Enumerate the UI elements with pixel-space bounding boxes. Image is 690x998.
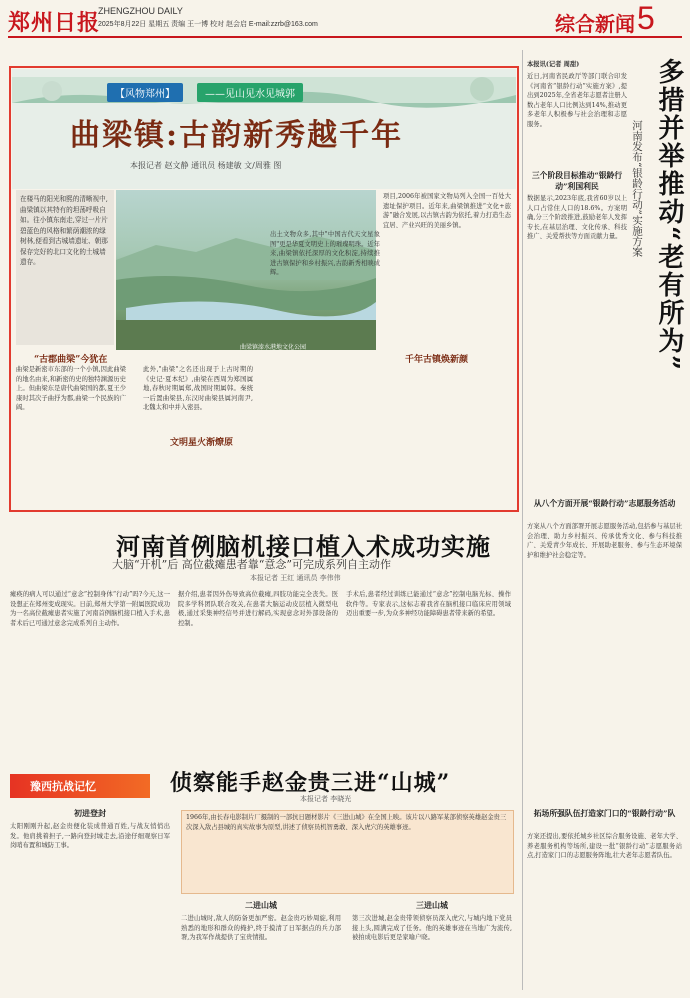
right-byline: 本报讯(记者 周甜) bbox=[527, 61, 580, 68]
bci-subheadline: 大脑“开机”后 高位截瘫患者靠“意念”可完成系列自主动作 bbox=[112, 558, 391, 571]
history-subhead-1: 初进登封 bbox=[74, 808, 106, 818]
history-byline: 本报记者 李晓光 bbox=[300, 795, 352, 803]
bci-column-1: 瘫痪的病人可以通过“意念”控制身体“行动”吗?今天,这一设想正在郑州变成现实。日前,郑州大学第一附属医院成功为一名高位截瘫患者实施了河南首例脑机接口植入手术,患者术后已可通过意念完成系列自主动作。 bbox=[10, 591, 170, 627]
bci-byline: 本报记者 王红 通讯员 李伟伟 bbox=[250, 574, 341, 582]
feature-column-3: 出土文物众多,其中"中国古代天文星象图"更是华夏文明史上的璀璨明珠。近年来,曲梁镇依托深厚的文化积淀,持续推进古镇保护和乡村振兴,古韵新秀相映成辉。 bbox=[270, 231, 380, 277]
history-banner-label: 豫西抗战记忆 bbox=[30, 780, 96, 793]
column-divider bbox=[522, 50, 523, 990]
feature-subhead-1: “古郡曲梁”今犹在 bbox=[34, 355, 108, 365]
lead-text: 在楼马的阳光和熙的清晰视中,曲梁镇以其特有的坦荡呼吸自如。往小镇东南走,穿过一片片碧蓝色的风格和繁荫潮浓的绿树林,便看到古城墙遗址、朝那保存完好的北口文化的土城墙遗存。 bbox=[20, 195, 108, 266]
series-tag: 【风物郑州】 bbox=[107, 83, 183, 102]
right-subheadline: 河南发布“银龄行动”实施方案 bbox=[631, 120, 643, 257]
history-column-3: 第三次进城,赵金贵带领侦察员深入虎穴,与城内地下党员接上头,圆满完成了任务。他的英雄事迹在当地广为流传,被拍成电影后更是家喻户晓。 bbox=[352, 915, 512, 942]
right-subhead-1: 三个阶段目标推动“银龄行动”利国利民 bbox=[531, 171, 623, 191]
page-number: 5 bbox=[637, 0, 655, 36]
right-subhead-3: 拓场所强队伍打造家门口的“银龄行动”队 bbox=[533, 809, 676, 818]
feature-byline: 本报记者 赵文静 通讯员 杨建敏 文/周雅 图 bbox=[130, 161, 282, 170]
history-subhead-2: 二进山城 bbox=[245, 900, 277, 910]
right-column-4: 方案还提出,要依托城乡社区综合服务设施、老年大学、养老服务机构等场所,建设一批“银龄行动”志愿服务站点,打造家门口的志愿服务阵地,壮大老年志愿者队伍。 bbox=[527, 833, 682, 860]
bci-column-2: 据介绍,患者因外伤导致高位截瘫,四肢功能完全丧失。医院多学科团队联合攻关,在患者大脑运动皮层植入微型电极,通过采集神经信号并进行解码,实现意念对外部设备的控制。 bbox=[178, 591, 338, 627]
newspaper-english-name: ZHENGZHOU DAILY bbox=[98, 6, 183, 16]
feature-column-2: 此外,"曲梁"之名还出现于上古时期的《史记·夏本纪》,曲梁在西周为郑国属地,春秋时期属郑,战国时期属韩。秦统一后置曲梁县,东汉时曲梁县属河南尹,北魏太和中并入密县。 bbox=[143, 366, 253, 412]
history-subhead-3: 三进山城 bbox=[416, 900, 448, 910]
history-column-2: 二进山城时,敌人的防备更加严密。赵金贵巧妙周旋,利用熟悉的地形和群众的掩护,终于摸清了日军据点的兵力部署,为我军作战提供了宝贵情报。 bbox=[181, 915, 341, 942]
section-title: 综合新闻 bbox=[555, 12, 635, 36]
right-column-2: 数据显示,2023年底,我省60岁以上人口占常住人口的18.6%。方案明确,分三个阶段推进,鼓励老年人发挥专长,在基层治理、文化传承、科技推广、关爱帮扶等方面贡献力量。 bbox=[527, 195, 627, 241]
history-column-1: 太阳刚刚升起,赵金贵便化装成普通百姓,与战友悄悄出发。他肩挑着担子,一路向登封城走去,沿途仔细观察日军岗哨布置和城防工事。 bbox=[10, 823, 170, 850]
feature-column-4: 项目,2006年被国家文物局列入全国一百处大遗址保护项目。近年来,曲梁镇推进“文化+旅游”融合发展,以古镇古韵为依托,着力打造生态宜居、产业兴旺的美丽乡镇。 bbox=[383, 193, 511, 229]
history-headline: 侦察能手赵金贵三进“山城” bbox=[170, 770, 451, 796]
right-subhead-2: 从八个方面开展“银龄行动”志愿服务活动 bbox=[533, 499, 676, 508]
history-quote-text: 1966年,由长春电影制片厂摄制的一部抗日题材影片《三进山城》在全国上映。该片以八路军某部侦察英雄赵金贵三次深入敌占县城的真实故事为原型,讲述了侦察员机智勇敢、深入虎穴的英雄事迹。 bbox=[186, 814, 507, 831]
right-column-1: 近日,河南省民政厅等部门联合印发《河南省“银龄行动”实施方案》,提出到2025年,全省老年志愿者注册人数占老年人口比例达到14%,推动更多老年人积极参与社会治理和志愿服务。 bbox=[527, 73, 627, 128]
feature-subhead-3: 千年古镇焕新颜 bbox=[405, 355, 469, 365]
newspaper-name: 郑州日报 bbox=[8, 10, 101, 36]
bci-headline: 河南首例脑机接口植入术成功实施 bbox=[116, 532, 491, 561]
right-column-3: 方案从八个方面部署开展志愿服务活动,包括参与基层社会治理、助力乡村振兴、传承优秀文化、参与科技推广、关爱青少年成长、开展助老服务、参与生态环境保护和维护社会稳定等。 bbox=[527, 523, 682, 559]
feature-column-1: 曲梁是新密市东部的一个小镇,因此曲梁的地名由来,和新密的史的独特渊源历史上。但曲梁东是唐代曲梁国的都,夏王少康时其次子曲抒为郡,曲梁一个民族的广阔。 bbox=[16, 366, 126, 412]
masthead-rule bbox=[8, 36, 682, 38]
right-headline: 多措并举推动“老有所为” bbox=[654, 58, 684, 372]
series-subtitle: ——见山见水见城郭 bbox=[197, 83, 303, 102]
photo-caption: 曲梁镇溱水港地文化公园 bbox=[240, 344, 307, 351]
feature-headline: 曲梁镇:古韵新秀越千年 bbox=[70, 118, 404, 153]
issue-date-line: 2025年8月22日 星期五 责编 王一博 校对 赵会启 E-mail:zzrb@163.com bbox=[98, 21, 318, 28]
bci-column-3: 手术后,患者经过训练已能通过“意念”控制电脑光标、操作软件等。专家表示,这标志着我省在脑机接口临床应用领域迈出重要一步,为众多神经功能障碍患者带来新的希望。 bbox=[346, 591, 511, 618]
feature-subhead-2: 文明星火渐燎原 bbox=[170, 438, 234, 448]
